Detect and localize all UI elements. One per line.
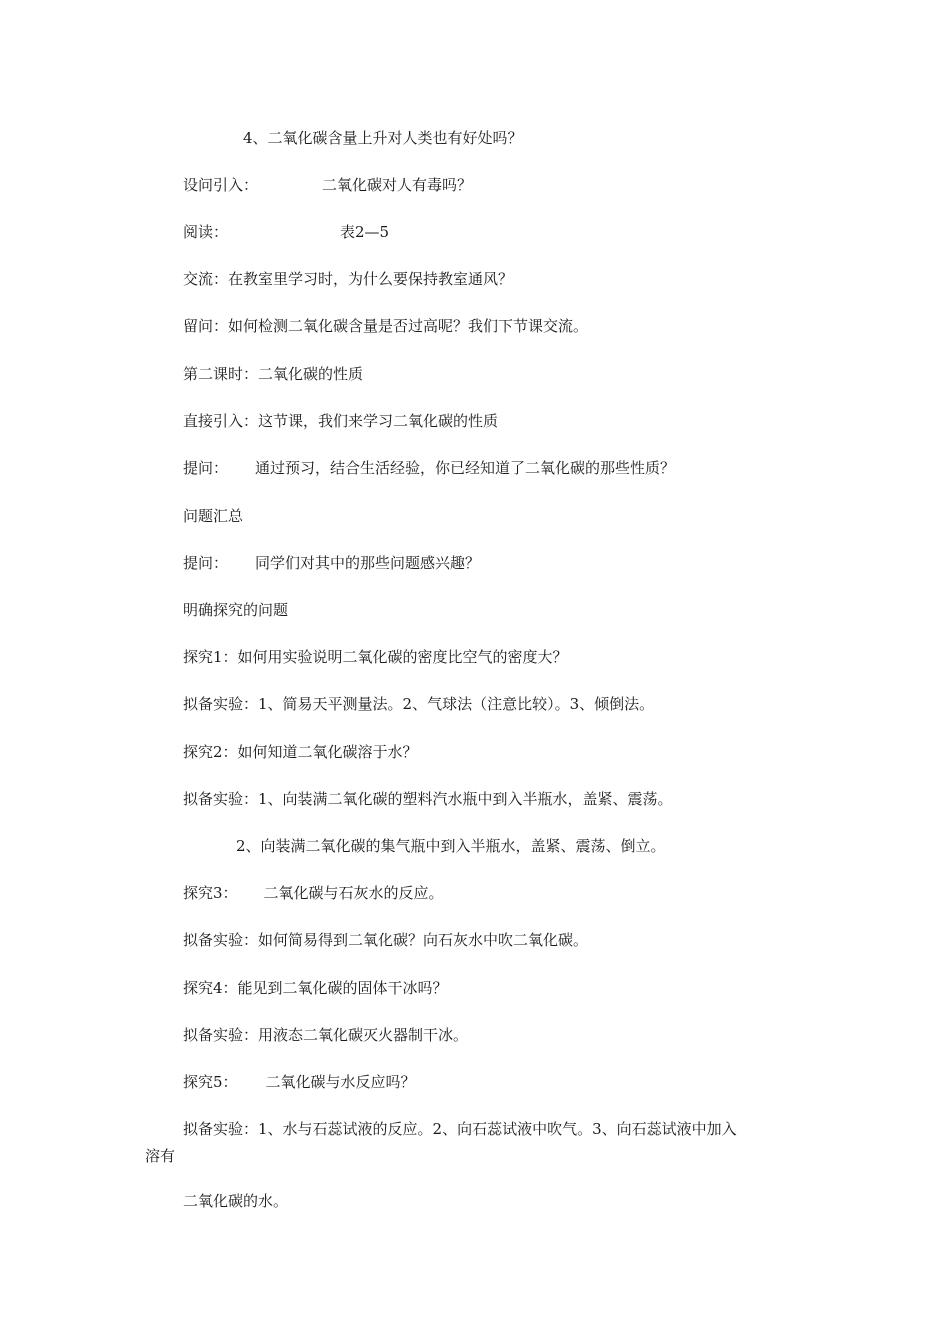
intro-text: 二氧化碳对人有毒吗？	[322, 176, 473, 194]
ask-text: 通过预习，结合生活经验，你已经知道了二氧化碳的那些性质？	[255, 459, 676, 477]
inquiry-5	[183, 1072, 416, 1092]
ask-line-1	[183, 458, 675, 478]
experiment-3: 拟备实验：如何简易得到二氧化碳？向石灰水中吹二氧化碳。	[183, 931, 589, 949]
intro-label: 设问引入：	[183, 176, 259, 194]
experiment-2b: 2、向装满二氧化碳的集气瓶中到入半瓶水，盖紧、震荡、倒立。	[236, 837, 666, 855]
discussion-line: 交流：在教室里学习时，为什么要保持教室通风？	[183, 270, 514, 288]
inquiry-3-text: 二氧化碳与石灰水的反应。	[263, 884, 444, 902]
inquiry-2: 探究2：如何知道二氧化碳溶于水？	[183, 743, 418, 761]
inquiry-3	[183, 883, 444, 903]
experiment-4: 拟备实验：用液态二氧化碳灭火器制干冰。	[183, 1026, 469, 1044]
experiment-2a: 拟备实验：1、向装满二氧化碳的塑料汽水瓶中到入半瓶水，盖紧、震荡。	[183, 790, 673, 808]
intro-question-line	[183, 175, 472, 195]
summary-line: 问题汇总	[183, 507, 244, 525]
experiment-5-wrap: 溶有	[145, 1147, 176, 1165]
inquiry-3-label: 探究3：	[183, 884, 238, 902]
inquiry-4: 探究4：能见到二氧化碳的固体干冰吗？	[183, 979, 448, 997]
clarify-line: 明确探究的问题	[183, 601, 289, 619]
ask-label: 提问：	[183, 554, 229, 572]
reading-label: 阅读：	[183, 223, 229, 241]
direct-intro-line: 直接引入：这节课，我们来学习二氧化碳的性质	[183, 412, 499, 430]
experiment-5-end: 二氧化碳的水。	[183, 1192, 289, 1210]
reading-text: 表2—5	[340, 223, 390, 241]
leave-question-line: 留问：如何检测二氧化碳含量是否过高呢？我们下节课交流。	[183, 317, 589, 335]
inquiry-1: 探究1：如何用实验说明二氧化碳的密度比空气的密度大？	[183, 648, 568, 666]
reading-line	[183, 222, 389, 242]
experiment-1: 拟备实验：1、简易天平测量法。2、气球法（注意比较）。3、倾倒法。	[183, 695, 655, 713]
lesson-2-title: 第二课时：二氧化碳的性质	[183, 365, 364, 383]
inquiry-5-label: 探究5：	[183, 1073, 238, 1091]
question-4: 4、二氧化碳含量上升对人类也有好处吗？	[243, 129, 523, 147]
experiment-5: 拟备实验：1、水与石蕊试液的反应。2、向石蕊试液中吹气。3、向石蕊试液中加入	[183, 1120, 737, 1138]
ask-label: 提问：	[183, 459, 229, 477]
ask-line-2	[183, 553, 480, 573]
ask-text: 同学们对其中的那些问题感兴趣？	[255, 554, 481, 572]
inquiry-5-text: 二氧化碳与水反应吗？	[265, 1073, 416, 1091]
